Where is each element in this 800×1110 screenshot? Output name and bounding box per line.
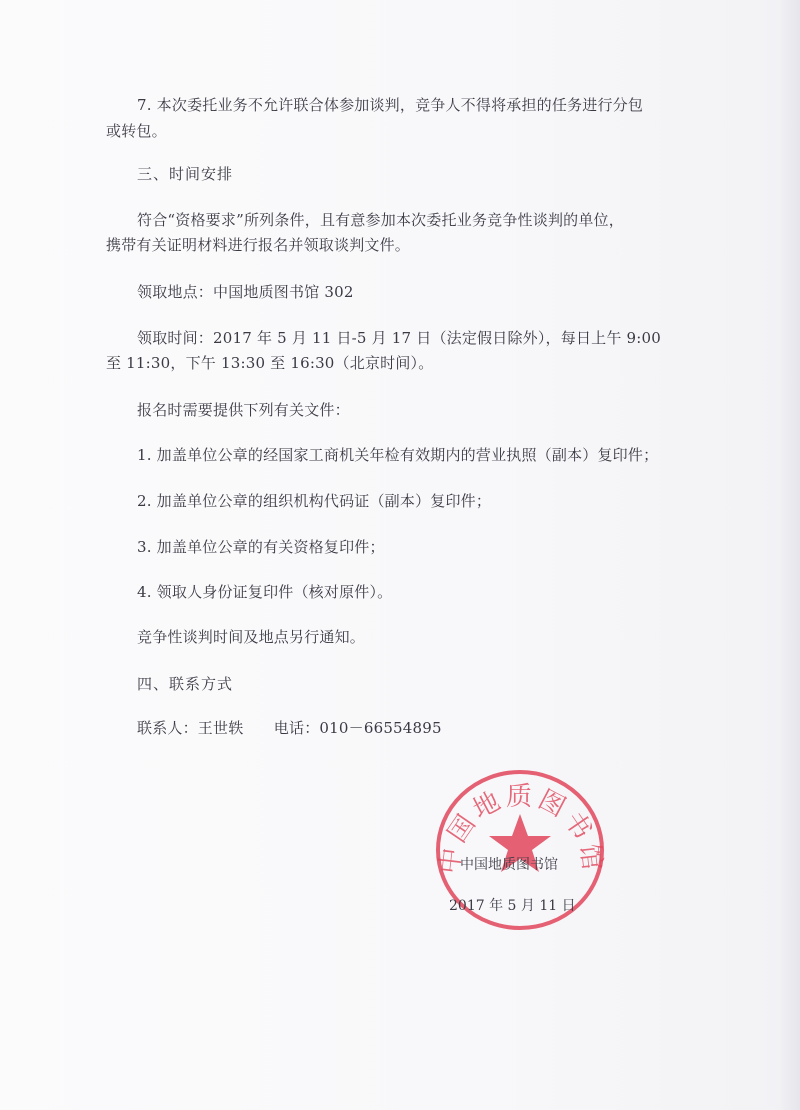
section4-heading: 四、联系方式 <box>137 675 234 693</box>
signature-date: 2017 年 5 月 11 日 <box>449 898 576 914</box>
page-edge-shadow <box>778 0 800 1110</box>
doc-item-1: 1. 加盖单位公章的经国家工商机关年检有效期内的营业执照（副本）复印件； <box>137 446 659 464</box>
notice-line: 竞争性谈判时间及地点另行通知。 <box>137 628 366 646</box>
item7-line2: 或转包。 <box>106 122 167 140</box>
section3-heading: 三、时间安排 <box>137 165 234 183</box>
para1-line2: 携带有关证明材料进行报名并领取谈判文件。 <box>106 236 411 254</box>
location-line: 领取地点：中国地质图书馆 302 <box>137 283 354 301</box>
doc-item-3: 3. 加盖单位公章的有关资格复印件； <box>137 538 385 556</box>
para1-line1: 符合“资格要求”所列条件，且有意参加本次委托业务竞争性谈判的单位， <box>137 211 624 229</box>
time-line2: 至 11:30，下午 13:30 至 16:30（北京时间）。 <box>106 354 434 372</box>
time-line1: 领取时间：2017 年 5 月 11 日-5 月 17 日（法定假日除外），每日上午 9:00 <box>137 329 662 347</box>
item7-line1: 7. 本次委托业务不允许联合体参加谈判，竞争人不得将承担的任务进行分包 <box>137 96 644 114</box>
seal-text: 中国地质图书馆 <box>434 781 608 876</box>
doc-item-4: 4. 领取人身份证复印件（核对原件）。 <box>137 583 393 601</box>
contact-line: 联系人：王世轶 电话：010－66554895 <box>137 719 442 737</box>
doc-item-2: 2. 加盖单位公章的组织机构代码证（副本）复印件； <box>137 492 492 510</box>
docs-intro: 报名时需要提供下列有关文件： <box>137 401 350 419</box>
signature-org: 中国地质图书馆 <box>460 857 558 873</box>
